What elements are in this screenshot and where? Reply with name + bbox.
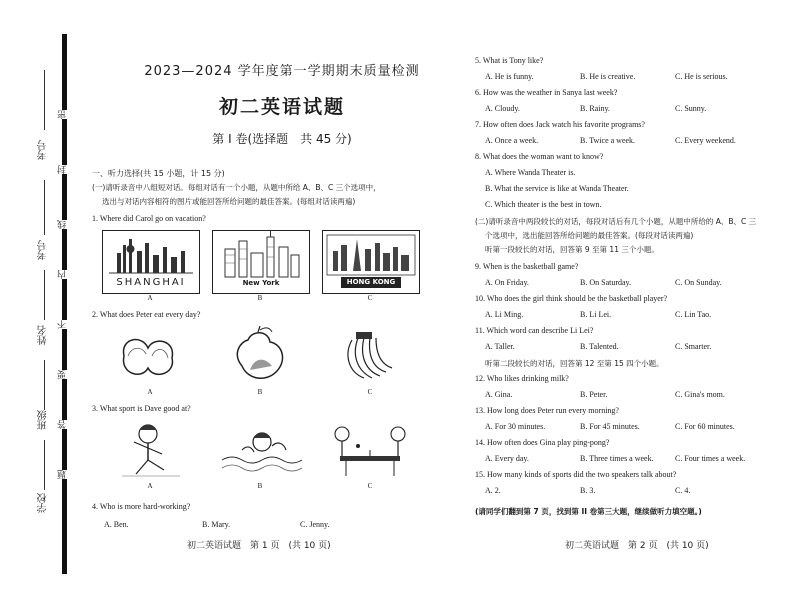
option-a[interactable]: A. Ben. <box>104 520 129 529</box>
section-instructions: (一)请听录音中八组短对话。每组对话有一个小题，从题中所给 A、B、C 三个选项中， <box>92 183 381 192</box>
option-a[interactable]: A. Where Wanda Theater is. <box>485 168 576 177</box>
question-3: 3. What sport is Dave good at? <box>92 404 191 413</box>
question-10: 10. Who does the girl think should be the basketball player? <box>475 294 668 303</box>
page-footer: 初二英语试题 第 1 页 (共 10 页) <box>187 541 331 551</box>
question-6: 6. How was the weather in Sanya last week? <box>475 88 618 97</box>
section-instructions: 听第二段较长的对话，回答第 12 至第 15 四个小题。 <box>485 359 664 368</box>
option-a[interactable]: A. Gina. <box>485 390 513 399</box>
option-a[interactable]: A. Taller. <box>485 342 515 351</box>
option-b[interactable]: B. He is creative. <box>580 72 636 81</box>
option-a[interactable]: A. 2. <box>485 486 501 495</box>
option-a[interactable]: A. He is funny. <box>485 72 534 81</box>
seal-char: 要 <box>58 370 68 379</box>
option-c-image[interactable] <box>322 420 418 482</box>
option-c[interactable]: C. Four times a week. <box>675 454 746 463</box>
exam-number-label: 考号 <box>38 140 49 160</box>
seal-char: 题 <box>58 470 68 479</box>
option-a[interactable]: A. For 30 minutes. <box>485 422 546 431</box>
section-heading: 一、听力选择(共 15 小题，计 15 分) <box>92 169 225 178</box>
option-label: A <box>147 388 153 396</box>
option-b-image[interactable] <box>212 420 308 482</box>
option-a[interactable]: A. Cloudy. <box>485 104 520 113</box>
exam-number-label: 考号 <box>38 240 49 260</box>
option-a[interactable]: A. Li Ming. <box>485 310 524 319</box>
image-caption: SHANGHAI <box>116 277 186 288</box>
page-1 <box>92 50 447 570</box>
divider <box>44 70 45 130</box>
part-title: 第 I 卷(选择题 共 45 分) <box>212 132 352 146</box>
seal-char: 内 <box>58 270 68 279</box>
school-label: 学校 <box>38 493 49 513</box>
option-b[interactable]: B. Twice a week. <box>580 136 636 145</box>
name-label: 姓名 <box>38 325 49 345</box>
option-a-image[interactable] <box>102 230 200 294</box>
option-label: B <box>257 482 263 490</box>
running-boy-icon <box>102 420 198 482</box>
section-instructions: 选出与对话内容相符的图片或能回答所给问题的最佳答案。(每组对话读两遍) <box>102 197 356 206</box>
option-b-image[interactable] <box>212 326 308 388</box>
option-c[interactable]: C. On Sunday. <box>675 278 722 287</box>
question-1: 1. Where did Carol go on vacation? <box>92 214 206 223</box>
option-c-image[interactable] <box>322 230 420 294</box>
divider <box>44 270 45 320</box>
option-c[interactable]: C. Gina's mom. <box>675 390 725 399</box>
option-b[interactable]: B. What the service is like at Wanda Theater. <box>485 184 629 193</box>
seal-char: 线 <box>58 220 68 229</box>
page-footer: 初二英语试题 第 2 页 (共 10 页) <box>565 541 709 551</box>
page-2 <box>475 50 775 570</box>
option-b[interactable]: B. Rainy. <box>580 104 610 113</box>
question-13: 13. How long does Peter run every morning? <box>475 406 619 415</box>
question-14: 14. How often does Gina play ping-pong? <box>475 438 610 447</box>
option-b[interactable]: B. Talented. <box>580 342 619 351</box>
question-15: 15. How many kinds of sports did the two speakers talk about? <box>475 470 677 479</box>
image-caption: HONG KONG <box>341 277 401 288</box>
option-b[interactable]: B. 3. <box>580 486 596 495</box>
option-label: A <box>147 482 153 490</box>
option-c[interactable]: C. Sunny. <box>675 104 707 113</box>
section-instructions: (二)请听录音中两段较长的对话，每段对话后有几个小题，从题中所给的 A、B、C 三 <box>475 217 757 226</box>
option-a[interactable]: A. Once a week. <box>485 136 539 145</box>
divider <box>44 440 45 490</box>
divider <box>44 180 45 235</box>
option-b-image[interactable] <box>212 230 310 294</box>
option-c[interactable]: C. Smarter. <box>675 342 712 351</box>
seal-char: 不 <box>58 320 68 329</box>
option-c[interactable]: C. Which theater is the best in town. <box>485 200 602 209</box>
question-2: 2. What does Peter eat every day? <box>92 310 201 319</box>
option-b[interactable]: B. Mary. <box>202 520 231 529</box>
question-5: 5. What is Tony like? <box>475 56 544 65</box>
question-7: 7. How often does Jack watch his favorite programs? <box>475 120 645 129</box>
option-a-image[interactable] <box>102 420 198 482</box>
option-c[interactable]: C. For 60 minutes. <box>675 422 735 431</box>
option-label: C <box>367 294 373 302</box>
seal-char: 密 <box>58 110 68 119</box>
swimming-icon <box>212 420 308 482</box>
option-label: C <box>367 482 373 490</box>
option-a[interactable]: A. Every day. <box>485 454 529 463</box>
pear-icon <box>212 326 308 388</box>
section-instructions: 个选项中，选出能回答所给问题的最佳答案。(每段对话读两遍) <box>485 231 694 240</box>
option-b[interactable]: B. For 45 minutes. <box>580 422 640 431</box>
ping-pong-icon <box>322 420 418 482</box>
option-b[interactable]: B. Peter. <box>580 390 608 399</box>
option-a-image[interactable] <box>102 326 198 388</box>
image-caption: New York <box>242 279 280 287</box>
seal-char: 封 <box>58 165 68 174</box>
subject-title: 初二英语试题 <box>218 96 345 118</box>
option-label: C <box>367 388 373 396</box>
option-c[interactable]: C. Every weekend. <box>675 136 736 145</box>
section-instructions: 听第一段较长的对话，回答第 9 至第 11 三个小题。 <box>485 245 659 254</box>
question-11: 11. Which word can describe Li Lei? <box>475 326 594 335</box>
option-b[interactable]: B. Li Lei. <box>580 310 612 319</box>
option-label: B <box>257 388 263 396</box>
question-8: 8. What does the woman want to know? <box>475 152 604 161</box>
question-12: 12. Who likes drinking milk? <box>475 374 569 383</box>
exam-title: 2023—2024 学年度第一学期期末质量检测 <box>144 64 420 79</box>
option-c[interactable]: C. Lin Tao. <box>675 310 712 319</box>
class-label: 班级 <box>38 410 49 430</box>
option-b[interactable]: B. On Saturday. <box>580 278 632 287</box>
bananas-icon <box>322 326 418 388</box>
peanut-icon <box>102 326 198 388</box>
option-c[interactable]: C. Jenny. <box>300 520 330 529</box>
option-b[interactable]: B. Three times a week. <box>580 454 654 463</box>
option-label: A <box>147 294 153 302</box>
continue-note: (请同学们翻到第 7 页，找到第 II 卷第三大题，继续做听力填空题。) <box>475 507 702 516</box>
option-a[interactable]: A. On Friday. <box>485 278 529 287</box>
question-4: 4. Who is more hard-working? <box>92 502 191 511</box>
seal-char: 答 <box>58 420 68 429</box>
option-label: B <box>257 294 263 302</box>
divider <box>44 360 45 410</box>
option-c[interactable]: C. 4. <box>675 486 691 495</box>
binding-margin <box>0 0 72 595</box>
option-c[interactable]: C. He is serious. <box>675 72 728 81</box>
option-c-image[interactable] <box>322 326 418 388</box>
question-9: 9. When is the basketball game? <box>475 262 579 271</box>
